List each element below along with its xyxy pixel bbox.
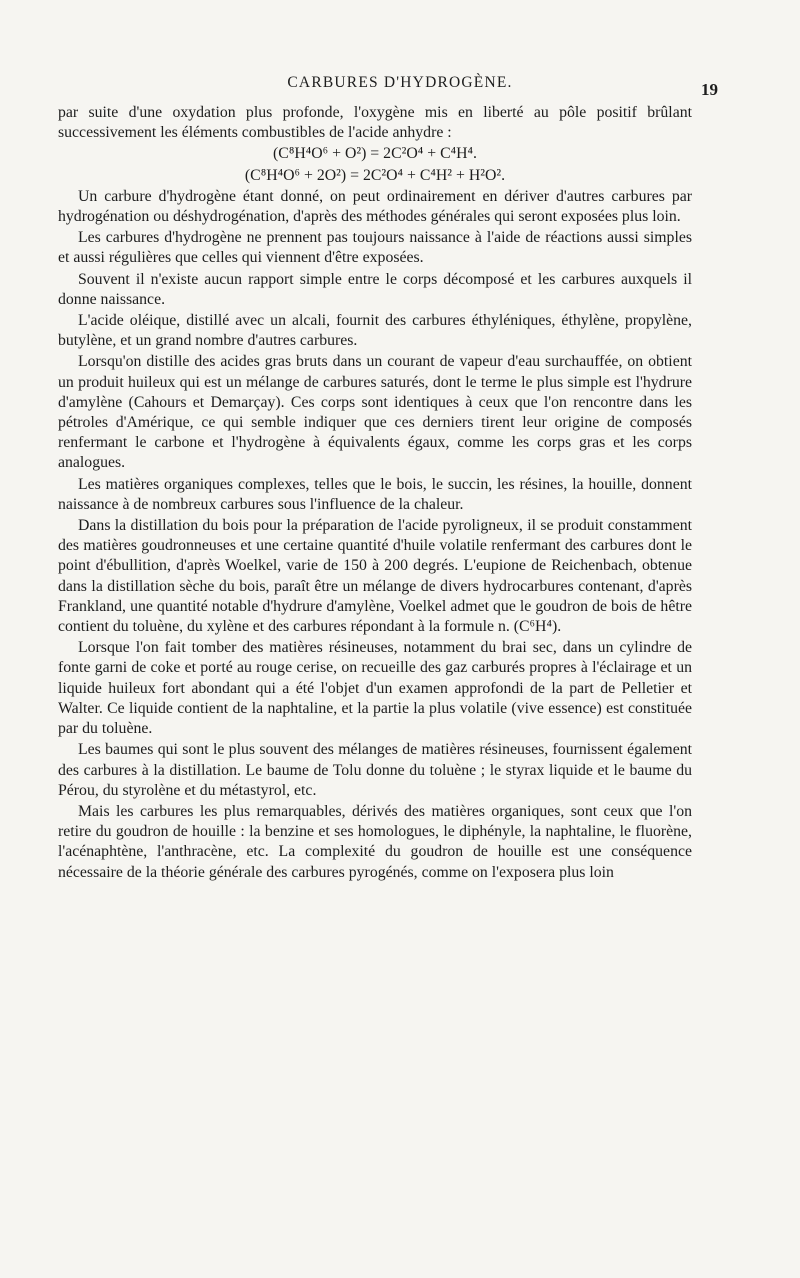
paragraph: L'acide oléique, distillé avec un alcali, fournit des carbures éthyléniques, éthylène, propylène, butylène, et un grand nombre d'autres carbures. xyxy=(58,312,692,350)
page-body xyxy=(58,103,692,884)
paragraph: Souvent il n'existe aucun rapport simple entre le corps décomposé et les carbures auxquels il donne naissance. xyxy=(58,270,692,308)
chemical-formula: (C⁸H⁴O⁶ + 2O²) = 2C²O⁴ + C⁴H² + H²O². xyxy=(244,166,506,184)
chemical-formula: (C⁸H⁴O⁶ + O²) = 2C²O⁴ + C⁴H⁴. xyxy=(273,145,477,163)
paragraph: Lorsqu'on distille des acides gras bruts dans un courant de vapeur d'eau surchauffée, on obtient un produit huileux qui est un mélange de carbures saturés, dont le terme le plus simple est l'hydrure d'amylène (Cahours et Demarçay). Ces corps sont identiques à ceux que l'on rencontre dans les pétroles d'Amérique, ce qui semble indiquer que ces derniers tirent leur origine de composés renfermant le carbone et l'hydrogène à équivalents égaux, comme les corps gras et les corps analogues. xyxy=(58,353,692,472)
running-header xyxy=(0,70,800,102)
paragraph: Les baumes qui sont le plus souvent des mélanges de matières résineuses, fournissent également des carbures à la distillation. Le baume de Tolu donne du toluène ; le styrax liquide et le baume du Pérou, du styrolène et du métastyrol, etc. xyxy=(58,741,692,799)
paragraph: Les matières organiques complexes, telles que le bois, le succin, les résines, la houille, donnent naissance à de nombreux carbures sous l'influence de la chaleur. xyxy=(58,475,692,513)
paragraph: Mais les carbures les plus remarquables, dérivés des matières organiques, sont ceux que l'on retire du goudron de houille : la benzine et ses homologues, le diphényle, la naphtaline, le fluorène, l'acénaphtène, l'anthracène, etc. La complexité du goudron de houille est une conséquence nécessaire de la théorie générale des carbures pyrogénés, comme on l'exposera plus loin xyxy=(58,802,692,881)
paragraph: Lorsque l'on fait tomber des matières résineuses, notamment du brai sec, dans un cylindre de fonte garni de coke et porté au rouge cerise, on recueille des gaz carburés propres à l'éclairage et un liquide huileux fort abondant qui a été l'objet d'un examen approfondi de la part de Pelletier et Walter. Ce liquide contient de la naphtaline, et la partie la plus volatile (vive essence) est constituée par du toluène. xyxy=(58,639,692,738)
paragraph: par suite d'une oxydation plus profonde, l'oxygène mis en liberté au pôle positif brûlant successivement les éléments combustibles de l'acide anhydre : xyxy=(58,104,692,142)
header-title: CARBURES D'HYDROGÈNE. xyxy=(287,74,513,91)
paragraph: Dans la distillation du bois pour la préparation de l'acide pyroligneux, il se produit constamment des matières goudronneuses et une certaine quantité d'huile volatile renfermant des carbures dont le point d'ébullition, d'après Woelkel, varie de 150 à 200 degrés. L'eupione de Reichenbach, obtenue dans la distillation sèche du bois, paraît être un mélange de divers hydrocarbures contenant, d'après Frankland, une quantité notable d'hydrure d'amylène, Voelkel admet que le goudron de bois de hêtre contient du toluène, du xylène et des carbures répondant à la formule n. (C⁶H⁴). xyxy=(58,517,692,636)
paragraph: Les carbures d'hydrogène ne prennent pas toujours naissance à l'aide de réactions aussi simples et aussi régulières que celles qui viennent d'être exposées. xyxy=(58,229,692,267)
page-number: 19 xyxy=(701,80,718,99)
paragraph: Un carbure d'hydrogène étant donné, on peut ordinairement en dériver d'autres carbures par hydrogénation ou déshydrogénation, d'après des méthodes générales qui seront exposées plus loin. xyxy=(58,187,692,226)
